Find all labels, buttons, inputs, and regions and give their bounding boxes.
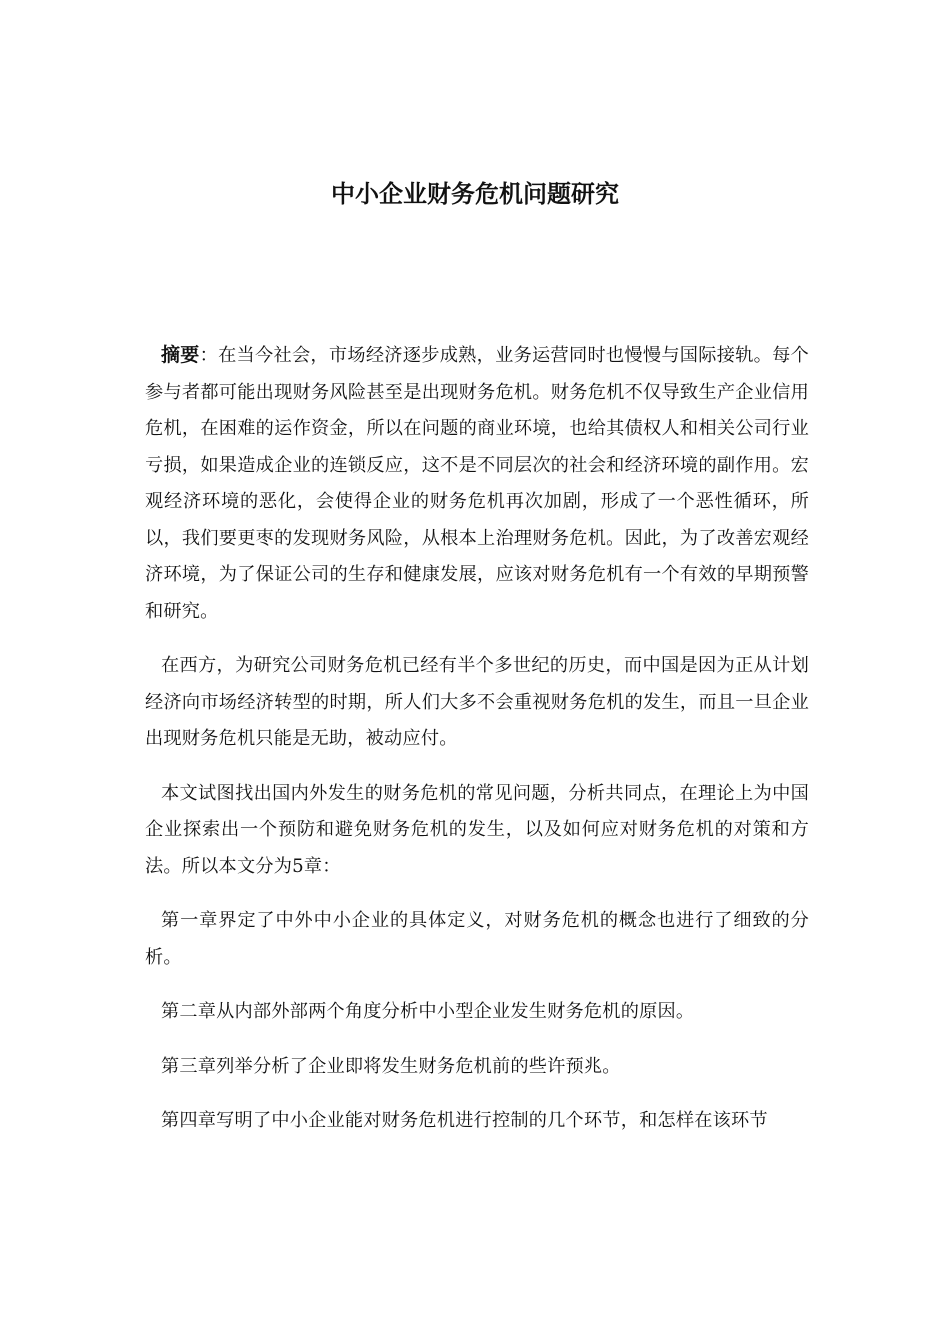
document-title: 中小企业财务危机问题研究 bbox=[331, 180, 619, 208]
abstract-label: 摘要 bbox=[161, 344, 200, 366]
body-paragraph: 第三章列举分析了企业即将发生财务危机前的些许预兆。 bbox=[161, 1055, 621, 1077]
body-paragraph: 第四章写明了中小企业能对财务危机进行控制的几个环节，和怎样在该环节 bbox=[161, 1110, 768, 1131]
document-body bbox=[145, 337, 809, 1158]
abstract-paragraph bbox=[145, 337, 809, 630]
abstract-text: 在当今社会，市场经济逐步成熟，业务运营同时也慢慢与国际接轨。每个参与者都可能出现财务风险甚至是出现财务危机。财务危机不仅导致生产企业信用危机，在困难的运作资金，所以在问题的商业环境，也给其债权人和相关公司行业亏损，如果造成企业的连锁反应，这不是不同层次的社会和经济环境的副作用。宏观经济环境的恶化，会使得企业的财务危机再次加剧，形成了一个恶性循环，所以，我们要更枣的发现财务风险，从根本上治理财务危机。因此，为了改善宏观经济环境，为了保证公司的生存和健康发展，应该对财务危机有一个有效的早期预警和研究。 bbox=[145, 345, 810, 622]
body-paragraph: 第二章从内部外部两个角度分析中小型企业发生财务危机的原因。 bbox=[161, 1001, 695, 1022]
body-paragraph: 第一章界定了中外中小企业的具体定义，对财务危机的概念也进行了细致的分析。 bbox=[145, 910, 809, 968]
body-paragraph: 在西方，为研究公司财务危机已经有半个多世纪的历史，而中国是因为正从计划经济向市场经济转型的时期，所人们大多不会重视财务危机的发生，而且一旦企业出现财务危机只能是无助，被动应付。 bbox=[145, 655, 809, 749]
body-paragraph: 本文试图找出国内外发生的财务危机的常见问题，分析共同点，在理论上为中国企业探索出一个预防和避免财务危机的发生，以及如何应对财务危机的对策和方法。所以本文分为5章： bbox=[145, 782, 809, 877]
abstract-colon: ： bbox=[199, 345, 219, 366]
